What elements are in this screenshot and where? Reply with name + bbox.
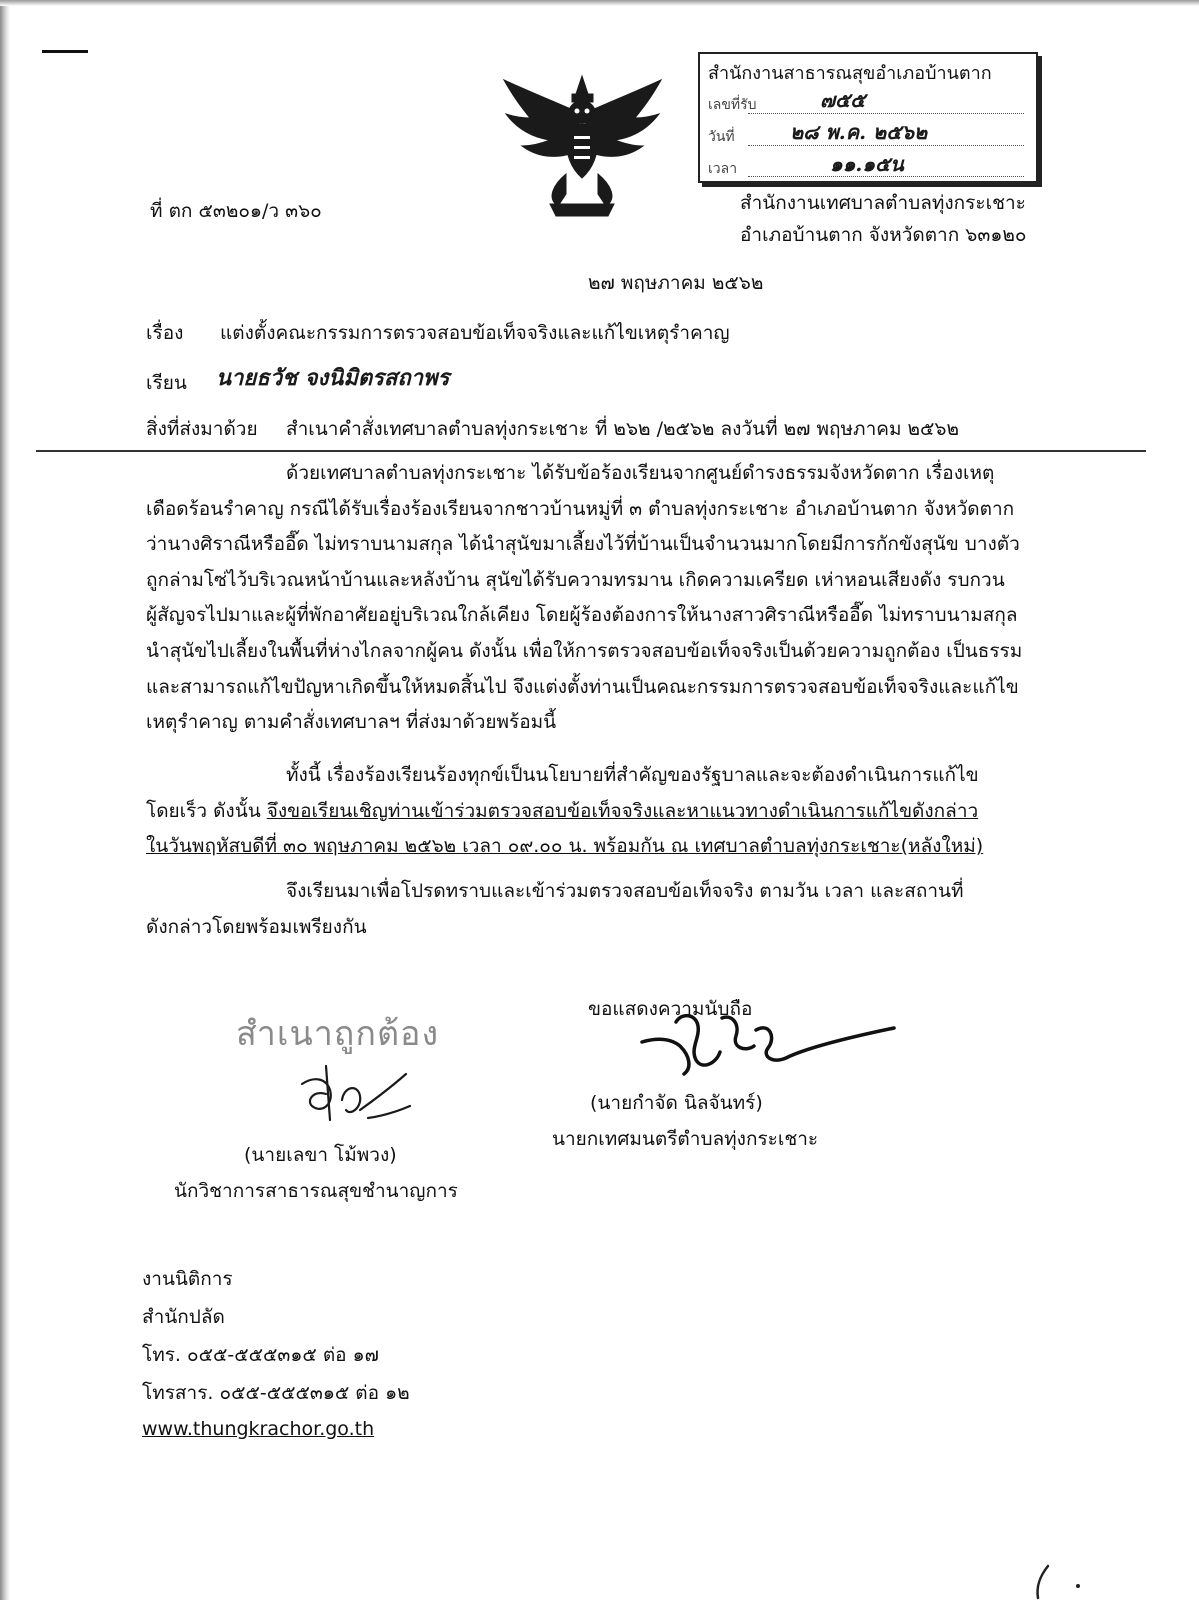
footer-website-link[interactable]: www.thungkrachor.go.th: [142, 1418, 375, 1440]
body-line: และสามารถแก้ไขปัญหาเกิดขึ้นให้หมดสิ้นไป จึงแต่งตั้งท่านเป็นคณะกรรมการตรวจสอบข้อเท็จจริงและแก้ไข: [146, 675, 1019, 698]
invitation-text: จึงขอเรียนเชิญท่านเข้าร่วมตรวจสอบข้อเท็จจริงและหาแนวทางดำเนินการแก้ไขดังกล่าว: [266, 799, 979, 822]
mayor-title: นายกเทศมนตรีตำบลทุ่งกระเชาะ: [552, 1128, 819, 1150]
body-line: ด้วยเทศบาลตำบลทุ่งกระเชาะ ได้รับข้อร้องเรียนจากศูนย์ดำรงธรรมจังหวัดตาก เรื่องเหตุ: [286, 462, 995, 484]
footer-office: สำนักปลัด: [142, 1306, 225, 1328]
mayor-signature: [636, 1008, 906, 1080]
body-line: ถูกล่ามโซ่ไว้บริเวณหน้าบ้านและหลังบ้าน สุนัขได้รับความทรมาน เกิดความเครียด เห่าหอนเสียงดัง รบกวน: [146, 568, 1005, 591]
stamp-title: สำนักงานสาธารณสุขอำเภอบ้านตาก: [708, 63, 992, 84]
body-text: โดยเร็ว ดังนั้น: [146, 799, 267, 822]
body-line: ว่านางศิราณีหรืออี๊ด ไม่ทราบนามสกุล ได้นำสุนัขมาเลี้ยงไว้ที่บ้านเป็นจำนวนมากโดยมีการกักขังสุนัข บางตัว: [146, 533, 1020, 556]
meeting-datetime: ในวันพฤหัสบดีที่ ๓๐ พฤษภาคม ๒๕๖๒ เวลา ๐๙.๐๐ น. พร้อมกัน ณ เทศบาลตำบลทุ่งกระเชาะ(หลังใหม่): [146, 835, 984, 858]
closing-salutation: ขอแสดงความนับถือ: [588, 998, 753, 1020]
stamp-receipt-number: ๗๕๕: [820, 88, 866, 112]
body-line: ดังกล่าวโดยพร้อมเพรียงกัน: [146, 915, 367, 938]
body-line-invitation: [146, 794, 1064, 830]
certifier-name: (นายเลขา โม้พวง): [244, 1144, 397, 1166]
recipient-name: นายธวัช จงนิมิตรสถาพร: [216, 365, 450, 391]
scan-left-edge: [0, 0, 10, 1600]
enclosure-label: สิ่งที่ส่งมาด้วย: [146, 418, 258, 440]
stamp-date-value: ๒๘ พ.ค. ๒๕๖๒: [790, 120, 928, 144]
garuda-emblem: [500, 74, 665, 220]
footer-department: งานนิติการ: [142, 1268, 233, 1290]
footer-telephone: โทร. ๐๕๕-๕๕๕๓๑๕ ต่อ ๑๗: [142, 1344, 379, 1366]
enclosure-text: สำเนาคำสั่งเทศบาลตำบลทุ่งกระเชาะ ที่ ๒๖๒ /๒๕๖๒ ลงวันที่ ๒๗ พฤษภาคม ๒๕๖๒: [286, 418, 959, 440]
body-line: ทั้งนี้ เรื่องร้องเรียนร้องทุกข์เป็นนโยบายที่สำคัญของรัฐบาลและจะต้องดำเนินการแก้ไข: [286, 764, 979, 786]
certifier-signature: [296, 1060, 416, 1130]
mayor-name: (นายกำจัด นิลจันทร์): [590, 1092, 763, 1114]
body-line: นำสุนัขไปเลี้ยงในพื้นที่ห่างไกลจากผู้คน ดังนั้น เพื่อให้การตรวจสอบข้อเท็จจริงเป็นด้วยความถูกต้อง เป็นธรรม: [146, 639, 1023, 662]
office-address: อำเภอบ้านตาก จังหวัดตาก ๖๓๑๒๐: [740, 224, 1027, 246]
header-rule: [36, 450, 1146, 452]
letter-date: ๒๗ พฤษภาคม ๒๕๖๒: [588, 272, 764, 294]
stamp-time-label: เวลา: [708, 161, 738, 177]
footer-fax: โทรสาร. ๐๕๕-๕๕๕๓๑๕ ต่อ ๑๒: [142, 1382, 410, 1404]
subject-text: แต่งตั้งคณะกรรมการตรวจสอบข้อเท็จจริงและแก้ไขเหตุรำคาญ: [220, 322, 730, 344]
body-paragraph-1: [146, 456, 1064, 741]
recipient-label: เรียน: [146, 372, 187, 394]
top-dash-mark: [42, 50, 88, 53]
stamp-receipt-label: เลขที่รับ: [708, 97, 757, 113]
receipt-stamp: [698, 52, 1038, 183]
stamp-time-value: ๑๑.๑๕น: [830, 152, 904, 176]
certifier-title: นักวิชาการสาธารณสุขชำนาญการ: [174, 1180, 458, 1202]
body-line: เหตุรำคาญ ตามคำสั่งเทศบาลฯ ที่ส่งมาด้วยพร้อมนี้: [146, 711, 557, 734]
stray-pen-mark: [1030, 1560, 1090, 1600]
subject-label: เรื่อง: [146, 322, 184, 344]
reference-number: ที่ ตก ๕๓๒๐๑/ว ๓๖๐: [150, 200, 322, 222]
body-line: จึงเรียนมาเพื่อโปรดทราบและเข้าร่วมตรวจสอบข้อเท็จจริง ตามวัน เวลา และสถานที่: [286, 880, 964, 902]
body-paragraph-3: [146, 874, 1064, 945]
stamp-receipt-dots: [748, 112, 1024, 114]
stamp-date-label: วันที่: [708, 129, 735, 145]
certified-copy-stamp: สำเนาถูกต้อง: [236, 1014, 440, 1054]
body-line: เดือดร้อนรำคาญ กรณีได้รับเรื่องร้องเรียนจากชาวบ้านหมู่ที่ ๓ ตำบลทุ่งกระเชาะ อำเภอบ้านตาก จังหวัดตาก: [146, 497, 1015, 520]
body-paragraph-2: [146, 758, 1064, 865]
scan-top-edge: [0, 0, 1199, 6]
office-name: สำนักงานเทศบาลตำบลทุ่งกระเชาะ: [740, 192, 1026, 214]
body-line: ผู้สัญจรไปมาและผู้ที่พักอาศัยอยู่บริเวณใกล้เคียง โดยผู้ร้องต้องการให้นางสาวศิราณีหรืออี๊ด ไม่ทราบนามสกุล: [146, 604, 1018, 627]
